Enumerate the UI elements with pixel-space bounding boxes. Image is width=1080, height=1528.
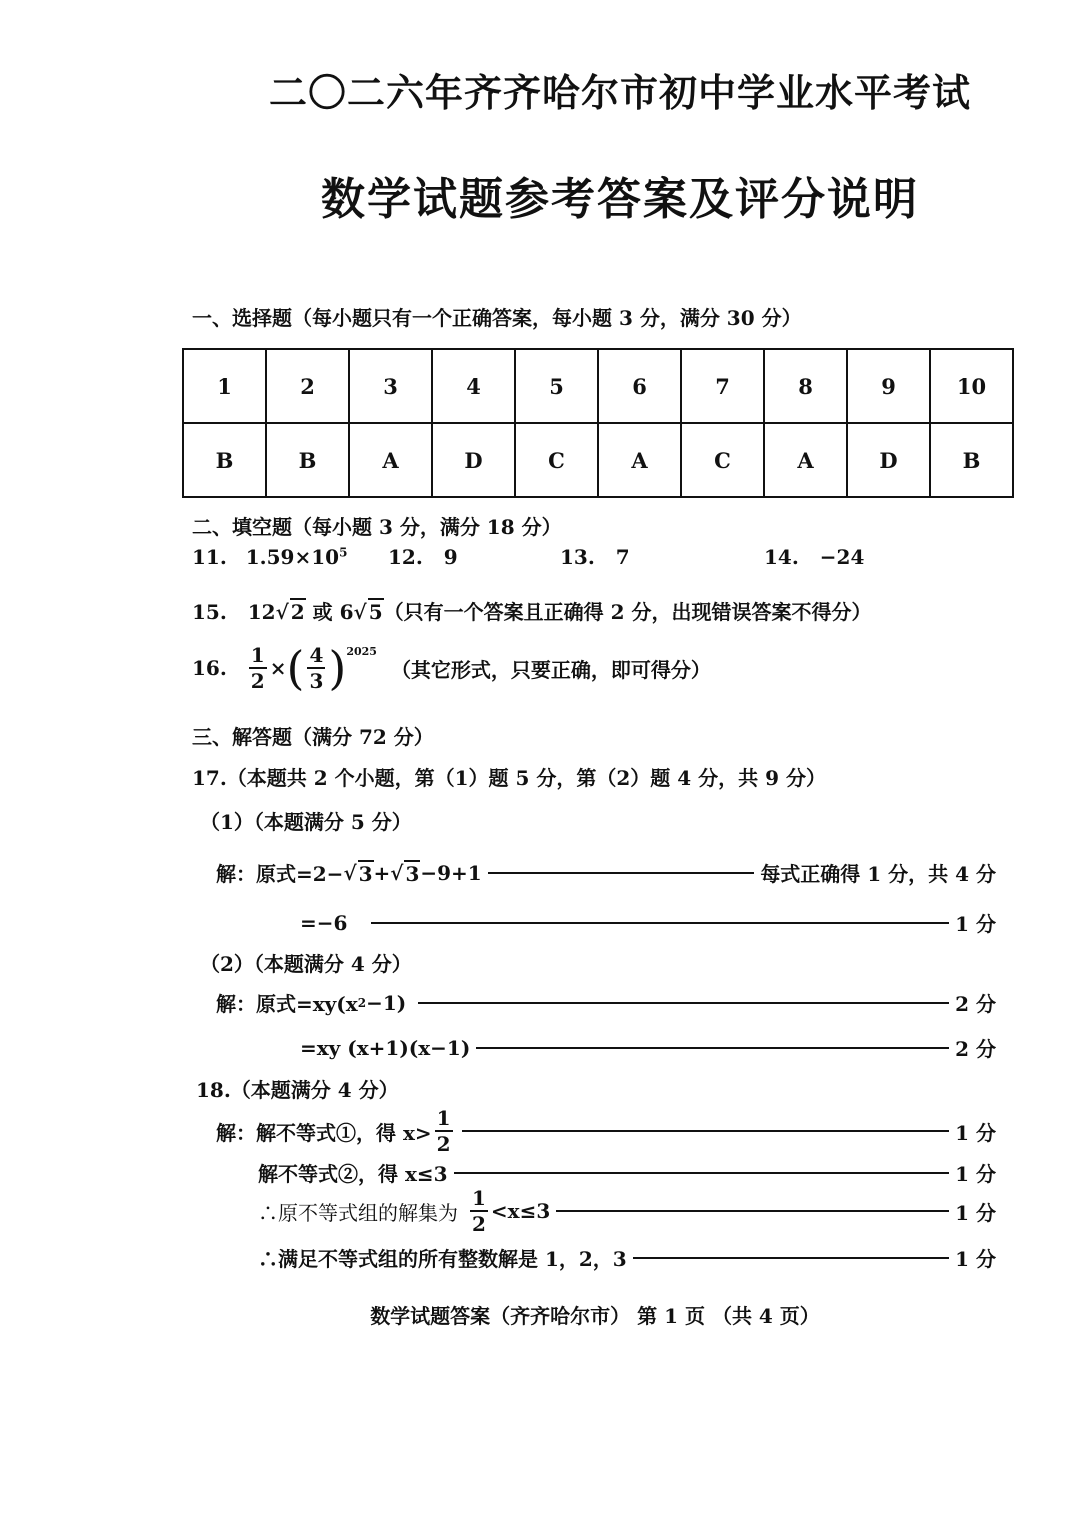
q16-answer <box>192 641 711 695</box>
q14-answer <box>764 545 864 569</box>
q18-line2-text: 解不等式②，得 x≤3 <box>258 1162 448 1186</box>
q17-part2-line1 <box>216 988 996 1017</box>
q18-line3 <box>258 1188 996 1234</box>
section2-heading: 二、填空题（每小题 3 分，满分 18 分） <box>192 515 562 539</box>
q14-number: 14. <box>764 545 799 569</box>
score-note: 2 分 <box>955 1037 996 1061</box>
score-note: 每式正确得 1 分，共 4 分 <box>760 862 996 886</box>
q12-value: 9 <box>443 545 458 569</box>
leader-line <box>371 922 949 924</box>
document-title-line1: 二〇二六年齐齐哈尔市初中学业水平考试 <box>268 70 971 115</box>
score-note: 1 分 <box>955 1162 996 1186</box>
q15-second-radicand: 5 <box>368 600 383 624</box>
answer-cell: A <box>764 423 847 497</box>
q13-number: 13. <box>560 545 595 569</box>
answer-cell: C <box>681 423 764 497</box>
fraction-denominator: 2 <box>250 669 265 693</box>
fraction-numerator: 1 <box>472 1186 486 1210</box>
q11-exponent: 5 <box>339 545 348 560</box>
q11-number: 11. <box>192 545 227 569</box>
q17-part1-line2 <box>300 908 996 937</box>
leader-line <box>488 872 755 874</box>
q17-part1-heading: （1）（本题满分 5 分） <box>200 810 412 834</box>
q17-part1-line1-start: 解：原式=2− <box>216 862 344 886</box>
q16-exponent: 2025 <box>346 645 377 658</box>
question-number-cell: 10 <box>930 349 1013 423</box>
question-number-cell: 5 <box>515 349 598 423</box>
q12-answer <box>388 545 458 569</box>
q17-part1-line1-end: −9+1 <box>420 860 482 885</box>
fraction-numerator: 1 <box>436 1106 451 1130</box>
score-note: 2 分 <box>955 992 996 1016</box>
answer-cell: C <box>515 423 598 497</box>
sqrt-symbol: √ <box>353 600 367 624</box>
q17-part2-result: =xy (x+1)(x−1) <box>300 1035 471 1060</box>
q17-heading: 17.（本题共 2 个小题，第（1）题 5 分，第（2）题 4 分，共 9 分） <box>192 766 826 790</box>
answer-table-number-row <box>183 349 1013 423</box>
leader-line <box>418 1002 949 1004</box>
q17-part2-line2 <box>300 1033 996 1062</box>
q16-times: × <box>269 656 287 680</box>
fraction-one-half <box>470 1188 488 1234</box>
q13-value: 7 <box>615 545 630 569</box>
q17-part1-result: =−6 <box>300 910 348 935</box>
q11-answer <box>192 545 347 569</box>
q18-line2 <box>258 1158 996 1187</box>
document-title-line2: 数学试题参考答案及评分说明 <box>321 174 919 225</box>
question-number-cell: 3 <box>349 349 432 423</box>
q18-line1-start: 解：解不等式①，得 x> <box>216 1120 432 1145</box>
section3-heading: 三、解答题（满分 72 分） <box>192 725 434 749</box>
q17-part2-line1-start: 解：原式=xy(x <box>216 992 358 1016</box>
score-note: 1 分 <box>955 1120 996 1145</box>
leader-line <box>633 1257 949 1259</box>
sqrt-symbol: √ <box>275 600 289 624</box>
answer-table-answer-row <box>183 423 1013 497</box>
section1-heading: 一、选择题（每小题只有一个正确答案，每小题 3 分，满分 30 分） <box>192 306 802 330</box>
score-note: 1 分 <box>955 1200 996 1225</box>
question-number-cell: 8 <box>764 349 847 423</box>
fraction-numerator: 4 <box>309 643 324 667</box>
q17-part2-line1-end: −1) <box>366 990 407 1015</box>
exponent: 2 <box>357 995 367 1010</box>
question-number-cell: 7 <box>681 349 764 423</box>
q15-number: 15. <box>192 600 227 624</box>
question-number-cell: 4 <box>432 349 515 423</box>
answer-cell: B <box>183 423 266 497</box>
answer-cell: A <box>598 423 681 497</box>
q18-heading: 18.（本题满分 4 分） <box>196 1078 399 1102</box>
q15-note: （只有一个答案且正确得 2 分，出现错误答案不得分） <box>383 600 872 624</box>
question-number-cell: 1 <box>183 349 266 423</box>
q18-line4-text: ∴满足不等式组的所有整数解是 1，2，3 <box>258 1247 627 1271</box>
answer-cell: A <box>349 423 432 497</box>
plus-sign: + <box>373 860 391 885</box>
radicand: 3 <box>358 861 373 886</box>
question-number-cell: 9 <box>847 349 930 423</box>
score-note: 1 分 <box>955 912 996 936</box>
fraction-denominator: 2 <box>472 1212 486 1236</box>
q17-part1-line1 <box>216 858 996 887</box>
fraction-numerator: 1 <box>250 643 265 667</box>
sqrt-symbol: √ <box>390 860 404 885</box>
q15-first-radicand: 2 <box>290 600 305 624</box>
left-paren: ( <box>286 641 305 695</box>
leader-line <box>462 1130 950 1132</box>
answer-cell: D <box>432 423 515 497</box>
right-paren: ) <box>328 641 347 695</box>
q17-part2-heading: （2）（本题满分 4 分） <box>200 952 412 976</box>
sqrt-symbol: √ <box>343 860 357 885</box>
fraction-denominator: 3 <box>309 669 324 693</box>
q14-value: −24 <box>819 545 865 569</box>
question-number-cell: 6 <box>598 349 681 423</box>
q18-line4 <box>258 1243 996 1272</box>
leader-line <box>556 1210 949 1212</box>
q15-answer <box>192 596 871 625</box>
leader-line <box>476 1047 949 1049</box>
page-footer: 数学试题答案（齐齐哈尔市） 第 1 页 （共 4 页） <box>370 1304 820 1328</box>
q15-second-coefficient: 6 <box>339 600 354 624</box>
radicand: 3 <box>405 861 420 886</box>
question-number-cell: 2 <box>266 349 349 423</box>
q16-note: （其它形式，只要正确，即可得分） <box>390 657 711 682</box>
answer-cell: B <box>930 423 1013 497</box>
fraction-denominator: 2 <box>436 1132 451 1156</box>
q18-line1 <box>216 1108 996 1154</box>
answer-cell: D <box>847 423 930 497</box>
leader-line <box>454 1172 950 1174</box>
q12-number: 12. <box>388 545 423 569</box>
q18-line3-start: ∴原不等式组的解集为 <box>258 1200 458 1225</box>
q16-number: 16. <box>192 656 227 680</box>
q16-fraction-one-half <box>249 645 267 691</box>
answer-cell: B <box>266 423 349 497</box>
q15-first-coefficient: 12 <box>247 600 276 624</box>
fraction-one-half <box>435 1108 453 1154</box>
q18-line3-end: <x≤3 <box>490 1199 551 1223</box>
q16-fraction-four-thirds <box>307 645 325 691</box>
q15-or: 或 <box>312 600 333 624</box>
answer-table <box>182 348 1014 498</box>
q13-answer <box>560 545 630 569</box>
q11-value: 1.59×10 <box>245 545 340 569</box>
score-note: 1 分 <box>955 1247 996 1271</box>
